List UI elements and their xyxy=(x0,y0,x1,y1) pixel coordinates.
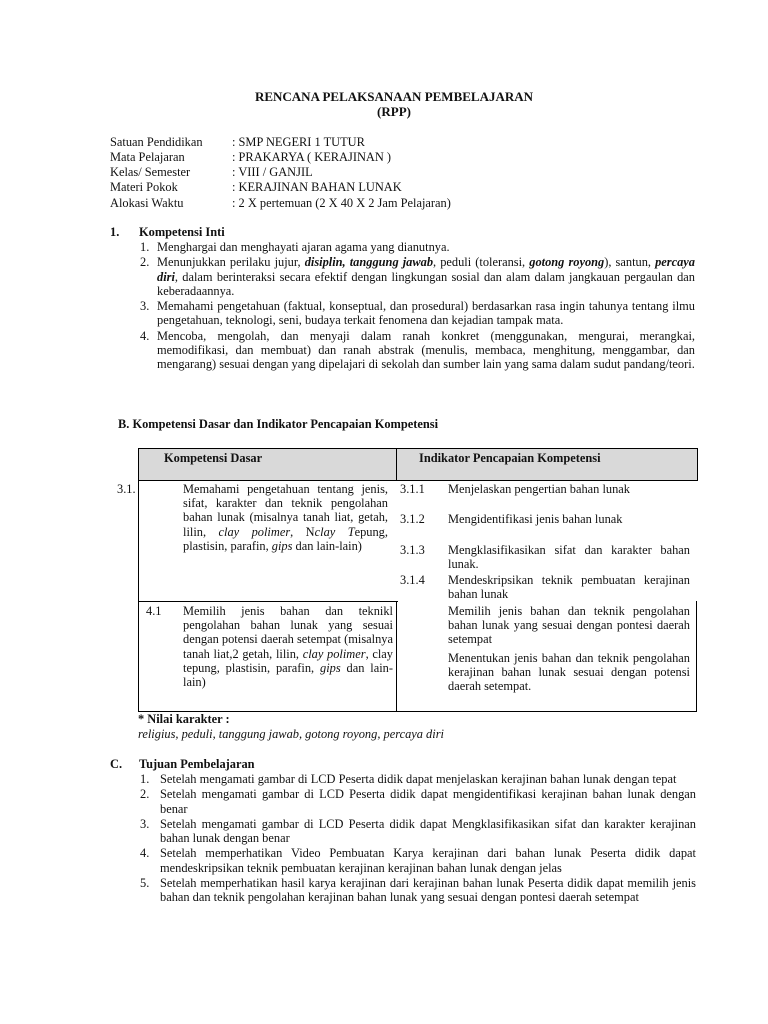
item-text: Setelah memperhatikan hasil karya kerajinan dari kerajinan bahan lunak Peserta didik dapat memilih jenis bahan dan teknik pengolahan kerajinan bahan lunak yang sesuai dengan pontesi daerah setempat xyxy=(160,876,696,905)
ipk-code: 3.1.1 xyxy=(400,482,425,496)
kd-text-part: , clay tepung, plastisin, parafin, xyxy=(183,646,393,675)
kd-code: 3.1. xyxy=(117,482,136,496)
ipk-code: 3.1.3 xyxy=(400,543,425,557)
ipk-text: Menentukan jenis bahan dan teknik pengolahan kerajinan bahan lunak sesuai dengan potensi daerah setempat. xyxy=(448,651,690,694)
item-number: 1. xyxy=(140,772,150,786)
kd-text-part: dan lain-lain) xyxy=(292,538,362,553)
item-text: Menunjukkan perilaku jujur, xyxy=(157,255,305,270)
kd-text-part: Memilih jenis bahan dan teknikl pengolahan bahan lunak yang sesuai dengan potensi daerah setempat (misalnya tanah liat,2 getah, lilin, xyxy=(183,604,393,661)
list-item xyxy=(140,876,696,905)
item-text: ), santun, xyxy=(604,255,656,270)
item-number: 2. xyxy=(140,255,150,270)
identity-value: : VIII / GANJIL xyxy=(232,165,313,179)
kd-text-italic: clay polimer xyxy=(302,646,366,661)
item-text: , peduli (toleransi, xyxy=(433,255,530,270)
ipk-text: Mengidentifikasi jenis bahan lunak xyxy=(448,512,623,526)
divider xyxy=(396,601,397,712)
item-emphasis: percaya diri xyxy=(157,255,696,284)
identity-label: Satuan Pendidikan xyxy=(110,135,203,149)
divider xyxy=(138,480,139,601)
item-number: 2. xyxy=(140,787,150,802)
kd-text-part: dan lain-lain) xyxy=(183,660,394,690)
list-item xyxy=(140,329,695,372)
divider xyxy=(696,601,697,712)
section-heading-ki: Kompetensi Inti xyxy=(139,225,225,239)
divider xyxy=(138,601,398,602)
list-item xyxy=(140,846,696,875)
section-number: 1. xyxy=(110,225,120,239)
item-text: Memahami pengetahuan (faktual, konseptual, dan prosedural) berdasarkan rasa ingin tahunya tentang ilmu pengetahuan, teknologi, seni, budaya terkait fenomena dan kejadian tampak mata. xyxy=(157,299,695,328)
list-item xyxy=(140,299,695,328)
item-text: Mencoba, mengolah, dan menyaji dalam ranah konkret (menggunakan, mengurai, merangkai, memodifikasi, dan membuat) dan ranah abstrak (menulis, membaca, menghitung, menggambar, dan mengarang) sesuai dengan yang dipelajari di sekolah dan sumber lain yang sama dalam sudut pandang/teori. xyxy=(157,328,695,372)
kd-text-part: epung, plastisin, parafin, xyxy=(183,524,388,553)
ipk-text: Mengklasifikasikan sifat dan karakter bahan lunak. xyxy=(448,543,690,572)
identity-value: : KERAJINAN BAHAN LUNAK xyxy=(232,180,402,194)
kd-text xyxy=(183,482,388,553)
ipk-text: Memilih jenis bahan dan teknik pengolahan bahan lunak yang sesuai dengan pontesi daerah setempat xyxy=(448,604,690,647)
item-number: 4. xyxy=(140,328,150,343)
identity-label: Kelas/ Semester xyxy=(110,165,191,179)
section-heading-kd: B. Kompetensi Dasar dan Indikator Pencapaian Kompetensi xyxy=(118,417,439,431)
kd-text-italic: clay polimer xyxy=(218,524,291,539)
item-text: , dalam berinteraksi secara efektif dengan lingkungan sosial dan alam dalam jangkauan pergaulan dan keberadaannya. xyxy=(157,269,695,298)
item-text: Setelah mengamati gambar di LCD Peserta didik dapat mengidentifikasi kerajinan bahan lunak dengan benar xyxy=(160,787,696,816)
tujuan-list xyxy=(140,772,696,906)
divider xyxy=(396,448,397,480)
item-text: Setelah mengamati gambar di LCD Peserta didik dapat Mengklasifikasikan sifat dan karakter kerajinan bahan lunak dengan benar xyxy=(160,816,696,846)
section-heading-tujuan: Tujuan Pembelajaran xyxy=(139,757,255,771)
item-number: 3. xyxy=(140,299,150,314)
identity-value: : 2 X pertemuan (2 X 40 X 2 Jam Pelajaran) xyxy=(232,196,451,210)
kd-text-part: Memahami pengetahuan tentang jenis, sifat, karakter dan teknik pengolahan bahan lunak (misalnya tanah liat, getah, lilin, xyxy=(183,482,388,539)
identity-label: Alokasi Waktu xyxy=(110,196,184,210)
item-number: 4. xyxy=(140,846,150,861)
list-item xyxy=(140,240,695,254)
column-header-ipk: Indikator Pencapaian Kompetensi xyxy=(419,451,601,465)
list-item xyxy=(140,255,695,298)
item-emphasis: gotong royong xyxy=(529,255,605,270)
kd-code: 4.1 xyxy=(146,604,162,618)
ipk-code: 3.1.4 xyxy=(400,573,425,587)
column-header-kd: Kompetensi Dasar xyxy=(164,451,263,465)
section-number: C. xyxy=(110,757,123,771)
item-number: 5. xyxy=(140,876,150,891)
doc-subtitle: (RPP) xyxy=(377,104,411,119)
divider xyxy=(138,601,139,712)
kd-text-part: , N xyxy=(290,524,315,539)
ipk-text: Menjelaskan pengertian bahan lunak xyxy=(448,482,631,496)
nilai-karakter-label: * Nilai karakter : xyxy=(138,712,230,726)
identity-label: Mata Pelajaran xyxy=(110,150,185,164)
kd-text-italic: gips xyxy=(271,538,293,553)
item-emphasis: disiplin, tanggung jawab xyxy=(304,255,434,270)
item-text: Menghargai dan menghayati ajaran agama yang dianutnya. xyxy=(157,240,450,254)
ipk-text: Mendeskripsikan teknik pembuatan kerajinan bahan lunak xyxy=(448,573,690,602)
kd-text-italic: gips xyxy=(320,660,341,675)
kd-text xyxy=(183,604,393,689)
item-number: 3. xyxy=(140,816,150,831)
identity-value: : PRAKARYA ( KERAJINAN ) xyxy=(232,150,392,164)
identity-label: Materi Pokok xyxy=(110,180,178,194)
item-text: Setelah mengamati gambar di LCD Peserta didik dapat menjelaskan kerajinan bahan lunak dengan tepat xyxy=(160,772,677,786)
nilai-karakter-values: religius, peduli, tanggung jawab, gotong royong, percaya diri xyxy=(138,727,444,741)
ipk-code: 3.1.2 xyxy=(400,512,425,526)
identity-value: : SMP NEGERI 1 TUTUR xyxy=(232,135,365,149)
list-item xyxy=(140,787,696,816)
ki-list xyxy=(140,240,695,373)
table-header xyxy=(138,448,698,481)
kd-text-italic: clay T xyxy=(314,524,355,539)
list-item xyxy=(140,772,696,786)
doc-title: RENCANA PELAKSANAAN PEMBELAJARAN xyxy=(254,89,534,104)
item-number: 1. xyxy=(140,240,150,254)
item-text: Setelah memperhatikan Video Pembuatan Karya kerajinan dari bahan lunak Peserta didik dapat mendeskripsikan teknik pembuatan kerajinan kerajinan bahan lunak dengan jelas xyxy=(160,846,696,875)
list-item xyxy=(140,817,696,846)
